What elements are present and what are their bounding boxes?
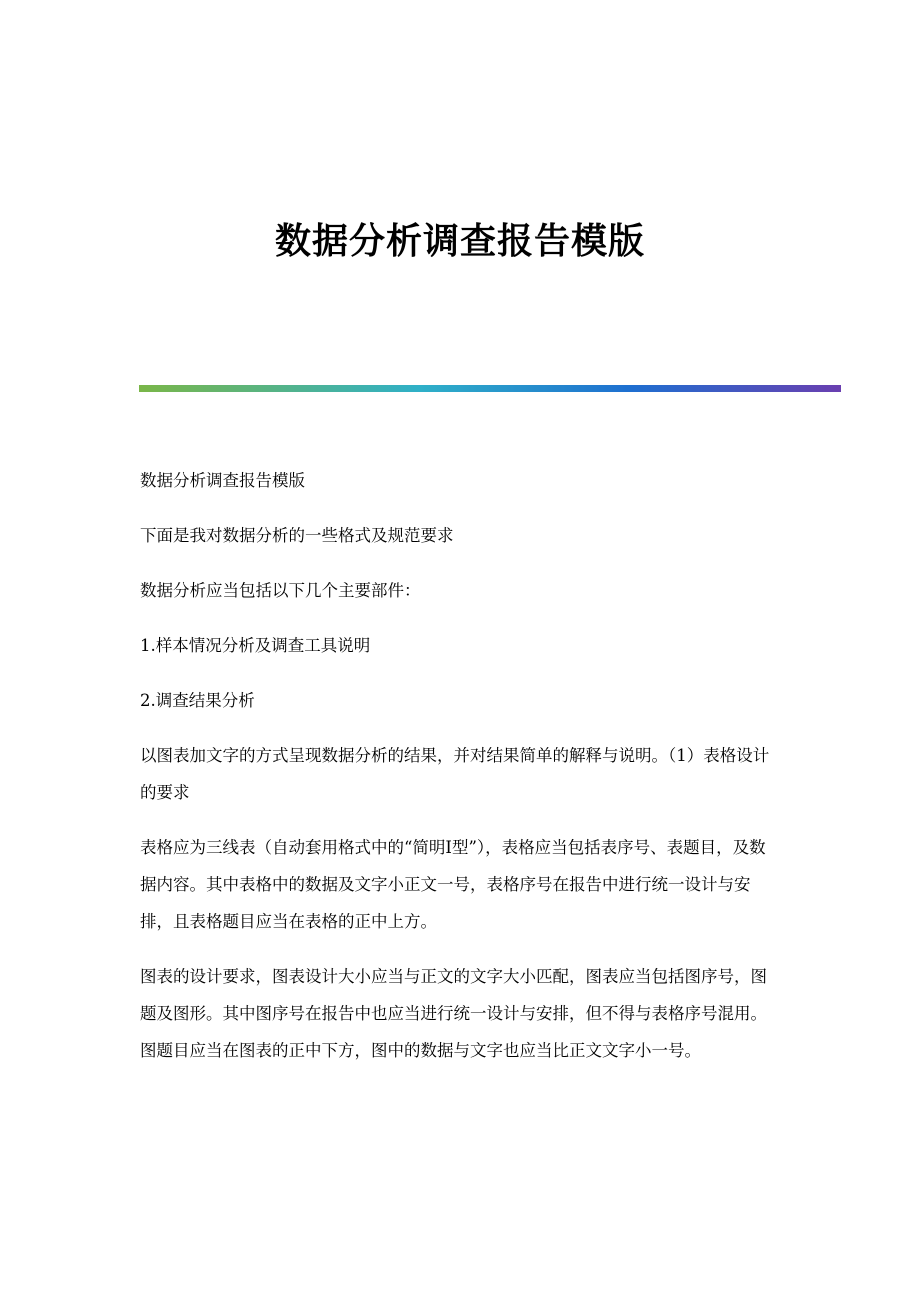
title-divider <box>139 385 841 392</box>
document-body <box>140 462 780 1087</box>
document-title: 数据分析调查报告模版 <box>274 221 645 262</box>
paragraph-intro: 下面是我对数据分析的一些格式及规范要求 <box>140 526 454 545</box>
paragraph-presentation: 以图表加文字的方式呈现数据分析的结果，并对结果简单的解释与说明。（1）表格设计的要求 <box>140 746 770 802</box>
list-item-2: 2.调查结果分析 <box>140 691 255 710</box>
paragraph-chart-requirements: 图表的设计要求，图表设计大小应当与正文的文字大小匹配，图表应当包括图序号，图题及图形。其中图序号在报告中也应当进行统一设计与安排，但不得与表格序号混用。图题目应当在图表的正中下方，图中的数据与文字也应当比正文文字小一号。 <box>140 967 767 1060</box>
list-item-1: 1.样本情况分析及调查工具说明 <box>140 636 371 655</box>
paragraph-components: 数据分析应当包括以下几个主要部件： <box>140 581 421 600</box>
paragraph-table-requirements: 表格应为三线表（自动套用格式中的“简明Ⅰ型”），表格应当包括表序号、表题目，及数据内容。其中表格中的数据及文字小正文一号，表格序号在报告中进行统一设计与安排，且表格题目应当在表格的正中上方。 <box>140 838 766 931</box>
paragraph-subtitle: 数据分析调查报告模版 <box>140 471 305 490</box>
